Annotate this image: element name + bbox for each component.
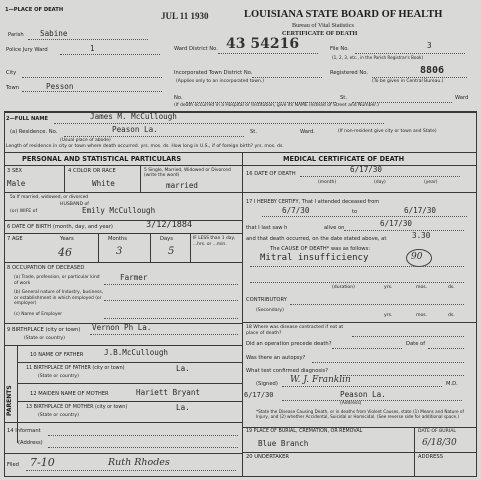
contracted-label: 18 Where was disease contracted if not at place of death? (246, 325, 344, 336)
physician-signature: W. J. Franklin (290, 375, 351, 385)
received-date-stamp: JUL 11 1930 (161, 11, 209, 21)
no-label: No. (174, 95, 183, 101)
signed-date-value: 6/17/30 (244, 391, 274, 399)
secondary-ds: ds. (448, 313, 455, 318)
informant-label: 14 Informant (7, 428, 41, 434)
date-year-label: (year) (424, 180, 438, 185)
duration-value: 90 (411, 252, 423, 262)
parents-side-label: PARENTS (6, 385, 13, 416)
occupation-c-label: (c) Name of Employer (14, 312, 63, 317)
date-of-label: Date of (406, 341, 426, 347)
burial-place-value: Blue Branch (258, 439, 309, 448)
occupation-b-label: (b) General nature of Industry, business, or establishment in which employed (or employer) (14, 290, 104, 306)
confirmed-label: What test confirmed diagnosis? (246, 368, 328, 374)
color-value: White (92, 179, 115, 188)
registered-value: 8806 (420, 65, 445, 76)
certificate-title: CERTIFICATE OF DEATH (282, 30, 358, 37)
spouse-label-1: 5a If married, widowed, or divorced (10, 195, 89, 200)
full-name-value: James M. McCullough (90, 112, 177, 121)
parish-value: Sabine (40, 29, 68, 38)
registrar-signature: Ruth Rhodes (108, 457, 170, 468)
color-label: 4 COLOR OR RACE (68, 168, 116, 174)
less-than-label: IF LESS than 1 day, ...hrs. or ...min. (193, 236, 236, 247)
date-burial-label: DATE OF BURIAL (418, 429, 456, 434)
mother-birthplace-state-label: (State or country) (38, 413, 79, 418)
residence-value: Peason La. (112, 125, 158, 134)
town-label: Town (6, 85, 19, 91)
place-of-death-label: 1—PLACE OF DEATH (5, 7, 64, 13)
sex-value: Male (7, 179, 26, 188)
age-months-value: 3 (116, 246, 123, 257)
date-death-label: 16 DATE OF DEATH (246, 171, 296, 177)
burial-label: 19 PLACE OF BURIAL, CREMATION, OR REMOVAL (246, 429, 363, 434)
ward-district-value: 43 54216 (226, 36, 300, 52)
burial-date-value: 6/18/30 (422, 438, 457, 448)
occupation-a-label: (a) Trade, profession, or particular kind of work (14, 275, 100, 286)
marital-value: married (166, 181, 199, 190)
town-value: Pesson (46, 82, 74, 91)
dob-label: 6 DATE OF BIRTH (month, day, and year) (7, 224, 113, 230)
spouse-label-2: HUSBAND of (60, 202, 89, 207)
father-birthplace-value: La. (176, 364, 190, 373)
mother-birthplace-value: La. (176, 403, 190, 412)
months-label: Months (108, 236, 127, 242)
st-label: St. (340, 95, 347, 101)
cause-footnote: *State the Disease Causing Death, or in deaths from Violent Causes, state (1) Means and Nature of Injury, and (2) whether Accidental, Suicidal or Homicidal. (See reverse side for additional space.) (256, 409, 464, 420)
father-name-value: J.B.McCullough (104, 348, 169, 357)
residence-ward-label: Ward. (300, 129, 315, 135)
md-label: M.D. (446, 381, 458, 387)
dob-value: 3/12/1884 (146, 220, 193, 230)
medical-section-title: MEDICAL CERTIFICATE OF DEATH (283, 155, 405, 163)
ward-label: Ward (455, 95, 469, 101)
marital-label: 5 Single, Married, Widowed or Divorced (write the word) (144, 168, 231, 178)
father-birthplace-state-label: (State or country) (38, 374, 79, 379)
operation-label: Did an operation precede death? (246, 341, 332, 347)
mother-name-value: Hariett Bryant (136, 388, 201, 397)
residence-st-label: St. (250, 129, 257, 135)
years-label: Years (60, 236, 74, 242)
registered-note: (To be given in Central Bureau.) (372, 79, 444, 84)
death-time-value: 3.30 (412, 231, 431, 240)
cause-value: Mitral insufficiency (260, 253, 369, 263)
cause-label: The CAUSE OF DEATH* was as follows: (270, 246, 370, 252)
secondary-yrs: yrs. (384, 313, 393, 318)
signed-label: (Signed) (256, 381, 278, 387)
nonresident-note: (If non-resident give city or town and State) (338, 129, 437, 134)
police-jury-label: Police Jury Ward (6, 47, 48, 53)
hospital-note: (If death occurred in a Hospital or Institution, give its NAME instead of Street and Number.) (174, 103, 379, 108)
personal-section-title: PERSONAL AND STATISTICAL PARTICULARS (22, 155, 182, 163)
file-no-label: File No. (330, 46, 349, 52)
father-birthplace-label: 11 BIRTHPLACE OF FATHER (city or town) (26, 366, 125, 371)
occupation-a-value: Farmer (120, 273, 148, 282)
certify-from-value: 6/7/30 (282, 206, 310, 215)
certify-to-label: to (352, 209, 358, 215)
filed-value: 7-10 (30, 456, 55, 469)
death-occurred-label: and that death occurred, on the date stated above, at (246, 236, 387, 242)
file-no-note: (1, 2, 3, etc., in the Parish Registrar's Book) (332, 55, 424, 60)
registered-label: Registered No. (330, 70, 368, 76)
incorporated-label: Incorporated Town District No. (174, 70, 253, 76)
police-jury-value: 1 (90, 44, 95, 53)
contributory-label: CONTRIBUTORY (246, 297, 287, 303)
duration-ds: ds. (448, 285, 455, 290)
bureau-name: Bureau of Vital Statistics (292, 22, 354, 29)
secondary-mos: mos. (416, 313, 428, 318)
occupation-label: 8 OCCUPATION OF DECEASED (7, 265, 85, 271)
usual-place-note: (Usual place of abode) (60, 138, 111, 143)
duration-label: (duration) (332, 285, 355, 290)
age-years-value: 46 (58, 246, 72, 259)
spouse-label-3: (or) WIFE of (10, 209, 38, 214)
last-saw-label: that I last saw h (246, 225, 288, 231)
age-days-value: 5 (168, 246, 175, 257)
mother-name-label: 12 MAIDEN NAME OF MOTHER (30, 391, 109, 397)
autopsy-label: Was there an autopsy? (246, 355, 306, 361)
date-month-label: (month) (318, 180, 337, 185)
physician-address-label: (Address) (340, 401, 362, 406)
alive-on-label: alive on (324, 225, 345, 231)
board-title: LOUISIANA STATE BOARD OF HEALTH (244, 9, 443, 20)
father-name-label: 10 NAME OF FATHER (30, 352, 84, 358)
secondary-label: (Secondary) (256, 308, 284, 313)
spouse-value: Emily McCullough (82, 206, 156, 215)
duration-yrs: yrs. (384, 285, 393, 290)
filed-label: Filed (7, 462, 19, 468)
mother-birthplace-label: 13 BIRTHPLACE OF MOTHER (city or town) (26, 405, 128, 410)
length-residence-note: Length of residence in city or town where death occurred. yrs. mos. ds. How long in U.S., if of foreign birth? yrs. mos. ds. (6, 144, 284, 149)
informant-address-label: (Address) (18, 440, 43, 446)
age-label: 7 AGE (7, 236, 23, 242)
days-label: Days (160, 236, 173, 242)
certify-label: 17 I HEREBY CERTIFY, That I attended deceased from (246, 199, 380, 205)
birthplace-state-label: (State or country) (24, 336, 65, 341)
full-name-label: 2—FULL NAME (6, 116, 49, 122)
date-day-label: (day) (374, 180, 386, 185)
city-label: City (6, 70, 17, 76)
ward-district-label: Ward District No. (174, 46, 218, 52)
duration-mos: mos. (416, 285, 428, 290)
parish-label: Parish (8, 32, 24, 38)
file-no-value: 3 (427, 41, 432, 50)
sex-label: 3 SEX (7, 168, 23, 174)
incorporated-note: (Applies only to an incorporated town.) (176, 79, 264, 84)
certify-to-value: 6/17/30 (404, 206, 437, 215)
birthplace-label: 9 BIRTHPLACE (city or town) (7, 327, 81, 333)
date-death-value: 6/17/30 (350, 165, 383, 174)
birthplace-value: Vernon Ph La. (92, 323, 152, 332)
physician-address-value: Peason La. (340, 390, 386, 399)
undertaker-address-label: ADDRESS (418, 454, 444, 460)
undertaker-label: 20 UNDERTAKER (246, 454, 290, 460)
last-saw-value: 6/17/30 (380, 219, 413, 228)
residence-label: (a) Residence. No. (10, 129, 58, 135)
